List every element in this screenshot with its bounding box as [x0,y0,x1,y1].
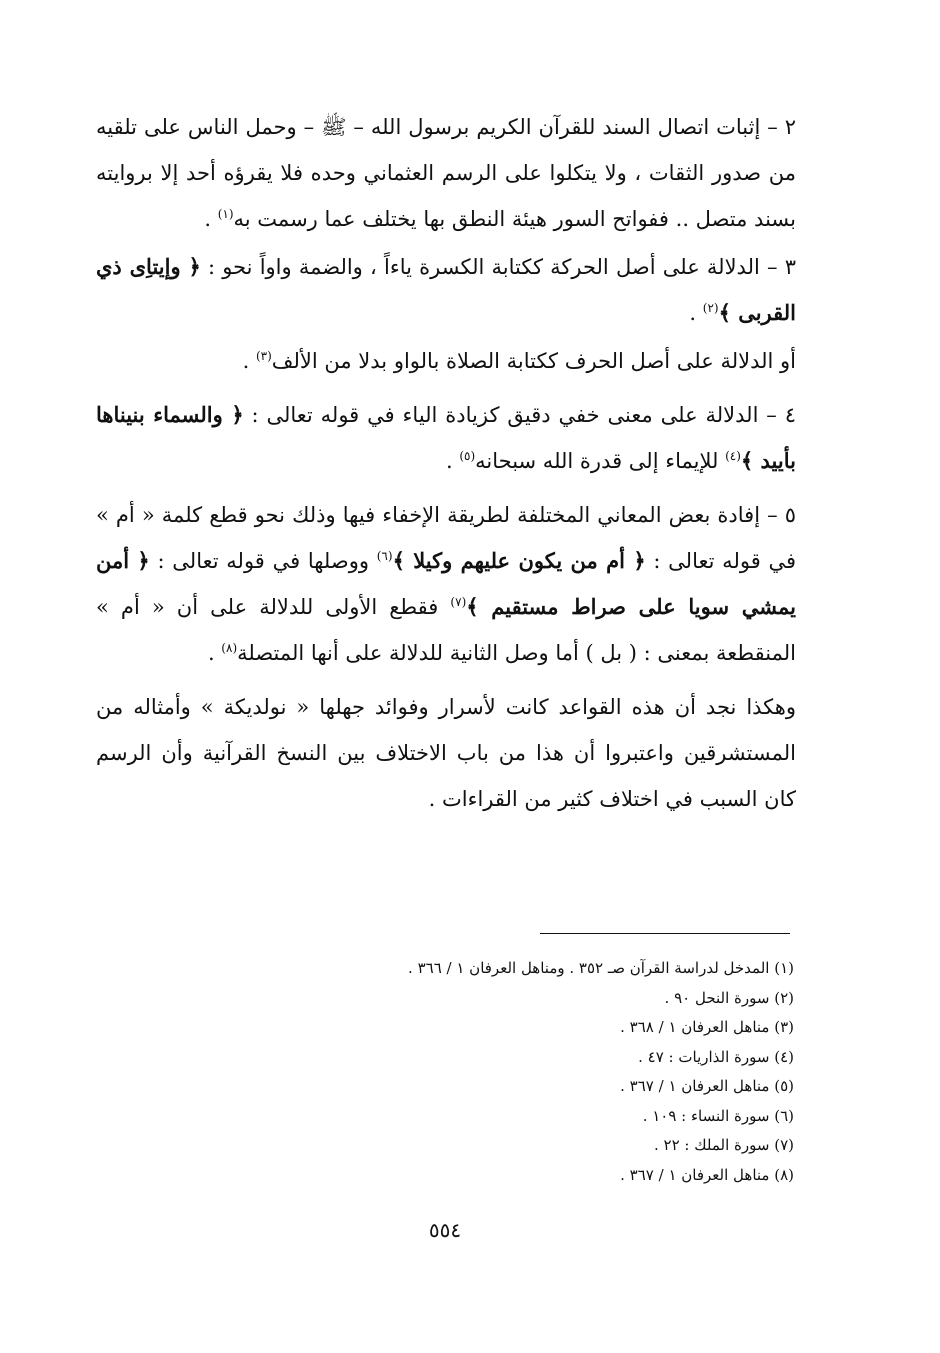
footnote-ref: (٥) [459,449,476,463]
main-text [96,104,796,830]
footnote-ref: (٤) [725,449,741,463]
paragraph-text: ٥ – إفادة بعض المعاني المختلفة لطريقة الإخفاء فيها وذلك نحو قطع كلمة « أم » في قوله تعالى : [96,503,797,573]
paragraph-text: فقطع الأولى للدلالة على أن « أم » المنقطعة بمعنى : ( بل ) أما وصل الثانية للدلالة على أنها المتصلة [96,595,796,665]
quran-quote: ﴿ أم من يكون عليهم وكيلا ﴾ [392,548,646,573]
footnote-2: (٢) سورة النحل ٩٠ . [664,988,794,1007]
quran-quote: ﴿ وإيتاِى ذي القربى ﴾ [96,254,796,325]
page-number: ٥٥٤ [428,1218,462,1242]
paragraph-text: ٢ – إثبات اتصال السند للقرآن الكريم برسول الله – ﷺ – وحمل الناس على تلقيه من صدور الثقات ، ولا يتكلوا على الرسم العثماني وحده فلا يقرؤه أحد إلا بروايته بسند متصل .. ففواتح السور هيئة النطق بها يختلف عما رسمت به [96,115,796,231]
footnote-ref: (٧) [450,595,467,609]
footnote-ref: (٢) [702,301,719,315]
quran-quote: ﴿ والسماء بنيناها بأييد ﴾ [96,402,796,473]
paragraph-6 [96,684,796,822]
paragraph-3b: أو الدلالة على أصل الحرف ككتابة الصلاة بالواو بدلا من الألف$^{(٣)}$ . [242,349,796,373]
footnote-ref: (٨) [221,641,238,655]
footnote-ref: (٦) [376,549,393,563]
footnote-3: (٣) مناهل العرفان ١ / ٣٦٨ . [620,1018,794,1036]
paragraph-text: ووصلها في قوله تعالى : [149,549,377,573]
footnotes [300,954,794,1190]
paragraph-text: للإيماء إلى قدرة الله سبحانه [475,449,726,473]
footnote-6: (٦) سورة النساء : ١٠٩ . [642,1106,794,1125]
footnote-divider [540,933,790,934]
footnote-8: (٨) مناهل العرفان ١ / ٣٦٧ . [620,1165,794,1184]
quran-quote: ﴿ أمن يمشي سويا على صراط مستقيم ﴾ [96,548,797,619]
footnote-1: (١) المدخل لدراسة القرآن صـ ٣٥٢ . ومناهل العرفان ١ / ٣٦٦ . [408,959,794,977]
footnote-7: (٧) سورة الملك : ٢٢ . [653,1136,794,1154]
paragraph-3: ٣ – الدلالة على أصل الحركة ككتابة الكسرة ياءاً ، والضمة واواً نحو : ﴿ وإيتاِى ذي القربى ﴾$^{(٢)}$ . [96,254,796,325]
paragraph-text: أو الدلالة على أصل الحرف ككتابة الصلاة بالواو بدلا من الألف [271,349,796,373]
paragraph-text: وهكذا نجد أن هذه القواعد كانت لأسرار وفوائد جهلها « نولديكة » وأمثاله من المستشرقين واعتبروا أن هذا من باب الاختلاف بين النسخ القرآنية وأن الرسم كان السبب في اختلاف كثير من القراءات . [96,695,796,811]
footnote-ref: (٣) [255,349,272,363]
paragraph-5: ٥ – إفادة بعض المعاني المختلفة لطريقة الإخفاء فيها وذلك نحو قطع كلمة « أم » في قوله تعالى : ﴿ أم من يكون عليهم وكيلا ﴾$^{(٦)}$ ووصلها في قوله تعالى : ﴿ أمن يمشي سويا على صراط مستقيم ﴾$^{(٧)}$ فقطع الأولى للدلالة على أن « أم » المنقطعة بمعنى : ( بل ) أما وصل الثانية للدلالة على أنها المتصلة$^{(٨)}$ . [96,503,797,665]
paragraph-text: ٣ – الدلالة على أصل الحركة ككتابة الكسرة ياءاً ، والضمة واواً نحو : [200,255,796,279]
paragraph-text: ٤ – الدلالة على معنى خفي دقيق كزيادة الياء في قوله تعالى : [243,403,796,427]
footnote-ref: (١) [217,207,234,221]
paragraph-2: ٢ – إثبات اتصال السند للقرآن الكريم برسول الله – ﷺ – وحمل الناس على تلقيه من صدور الثقات ، ولا يتكلوا على الرسم العثماني وحده فلا يقرؤه أحد إلا بروايته بسند متصل .. ففواتح السور هيئة النطق بها يختلف عما رسمت به$^{(١)}$ . [96,115,796,231]
paragraph-4: ٤ – الدلالة على معنى خفي دقيق كزيادة الياء في قوله تعالى : ﴿ والسماء بنيناها بأييد ﴾$^{(٤)}$ للإيماء إلى قدرة الله سبحانه$^{(٥)}$ . [96,402,796,473]
footnote-4: (٤) سورة الذاريات : ٤٧ . [638,1047,794,1066]
footnote-5: (٥) مناهل العرفان ١ / ٣٦٧ . [620,1077,794,1095]
